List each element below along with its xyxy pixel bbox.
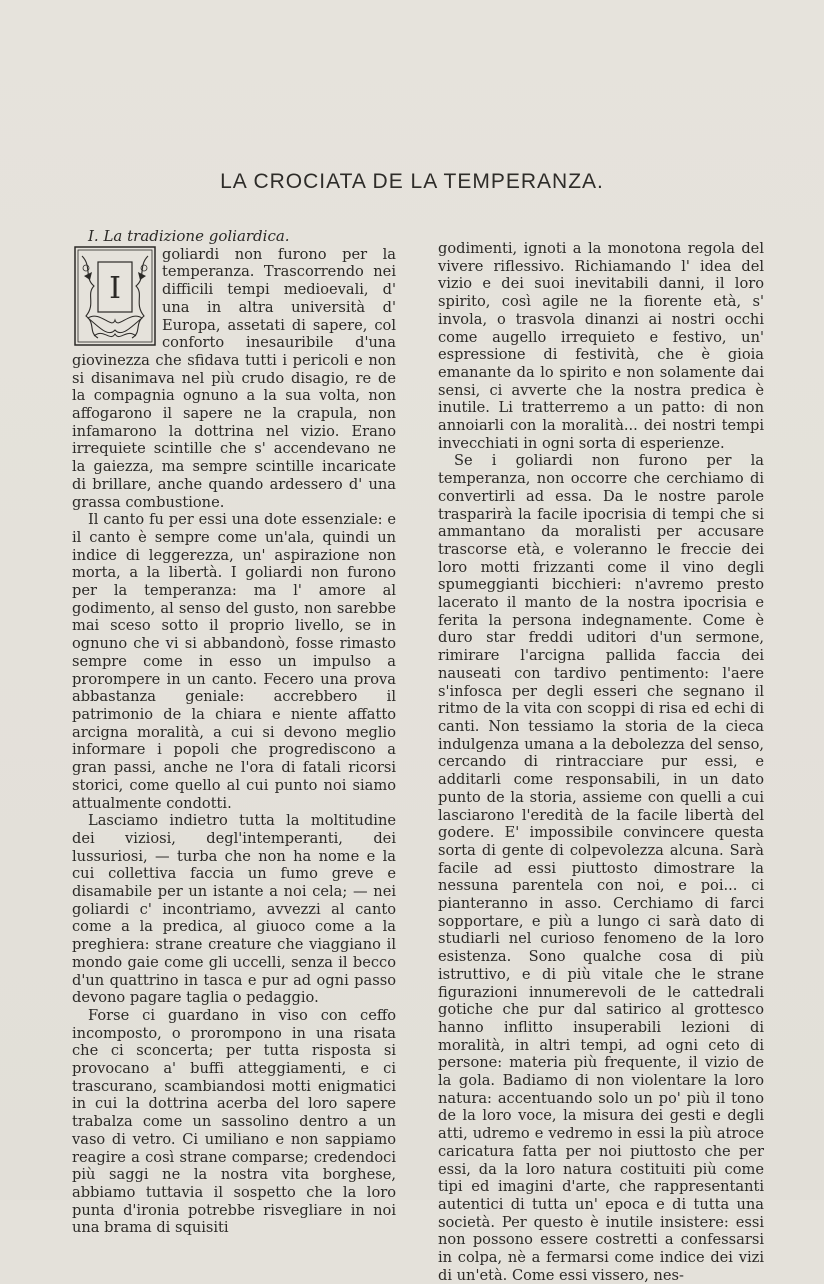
paragraph: goliardi non furono per la temperanza. Trascorrendo nei difficili tempi medioevali, d' una in altra università d' Europa, assetati di sapere, col conforto inesauribile d'una giovinezza che sfidava tutti i pericoli e non si disanimava nel più crudo disagio, re de la compagnia ognuno a la sua volta, non affogarono il sapere ne la crapula, non infamarono la dottrina nel vizio. Erano irrequiete scintille che s' accendevano ne la gaiezza, ma sempre scintille incaricate di brillare, anche quando ardessero d' una grassa combustione. [72, 245, 396, 511]
dropcap-letter: I [109, 270, 121, 306]
paragraph: Lasciamo indietro tutta la moltitudine dei viziosi, degl'intemperanti, dei lussuriosi, — turba che non ha nome e la cui collettiva faccia un fumo greve e disamabile per un istante a noi cela; — nei goliardi c' incontriamo, avvezzi al canto come a la predica, al giuoco come a la preghiera: strane creature che viaggiano il mondo gaie come gli uccelli, senza il becco d'un quattrino in tasca e pur ad ogni passo devono pagare taglia o pedaggio. [72, 812, 396, 1007]
dropcap-ornament-icon [74, 246, 156, 346]
ornamental-dropcap [74, 246, 156, 346]
paragraph: Se i goliardi non furono per la temperanza, non occorre che cerchiamo di convertirli ad essa. Da le nostre parole trasparirà la facile ipocrisia di tempi che si ammantano da moralisti per accusare trascorse età, e voleranno le freccie dei loro motti frizzanti come il vino degli spumeggianti bicchieri: n'avremo presto lacerato il manto de la nostra ipocrisia e ferita la persona indegnamente. Come è duro star freddi uditori d'un sermone, rimirare l'arcigna pallida faccia dei nauseati con tardivo pentimento: l'aere s'infosca per degli esseri che segnano il ritmo de la vita con scoppi di risa ed echi di canti. Non tessiamo la storia de la cieca indulgenza umana a la debolezza del senso, cercando di rintracciare pur essi, e additarli come responsabili, in un dato punto de la storia, assieme con quelli a cui lasciarono l'eredità de la facile libertà del godere. E' impossibile convincere questa sorta di gente di colpevolezza alcuna. Sarà facile ad essi piuttosto dimostrare la nessuna parentela con noi, e poi... ci pianteranno in asso. Cerchiamo di farci sopportare, e più a lungo ci sarà dato di studiarli nel curioso fenomeno de la loro esistenza. Sono qualche cosa di più istruttivo, e di più vitale che le strane figurazioni innumerevoli de le cattedrali gotiche che pur dal satirico al grottesco hanno inflitto insuperabili lezioni di moralità, in altri tempi, ad ogni ceto di persone: materia più frequente, il vizio de la gola. Badiamo di non violentare la loro natura: accentuando solo un po' più il tono de la loro voce, la misura dei gesti e degli atti, udremo e vedremo in essi la più atroce caricatura fatta per noi piuttosto che per essi, da la loro natura costituiti più come tipi ed imagini d'arte, che rappresentanti autentici di tutta un' epoca e di tutta una società. Per questo è inutile insistere: essi non possono essere costretti a confessarsi in colpa, nè a fermarsi come indice dei vizi di un'età. Come essi vissero, nes- [438, 452, 764, 1284]
section-heading: I. La tradizione goliardica. [88, 227, 290, 245]
paragraph: Il canto fu per essi una dote essenziale: e il canto è sempre come un'ala, quindi un indice di leggerezza, un' aspirazione non morta, a la libertà. I goliardi non furono per la temperanza: ma l' amore al godimento, al senso del gusto, non sarebbe mai sceso sotto il proprio livello, se in ognuno che vi si abbandonò, fosse rimasto sempre come in esso un impulso a prorompere in un canto. Fecero una prova abbastanza geniale: accrebbero il patrimonio de la chiara e niente affatto arcigna moralità, a cui si devono meglio informare i popoli che progrediscono a gran passi, anche ne l'ora di fatali ricorsi storici, come quello al cui punto noi siamo attualmente condotti. [72, 511, 396, 812]
paragraph: godimenti, ignoti a la monotona regola del vivere riflessivo. Richiamando l' idea del vizio e dei suoi inevitabili danni, il loro spirito, così agile ne la fiorente età, s' invola, o trasvola dinanzi ai nostri occhi come augello irrequieto e festivo, un' espressione di festività, che è gioia emanante da lo spirito e non solamente dai sensi, ci avverte che la nostra predica è inutile. Li tratterremo a un patto: di non annoiarli con la moralità... dei nostri tempi invecchiati in ogni sorta di esperienze. [438, 240, 764, 452]
article-title: LA CROCIATA DE LA TEMPERANZA. [220, 170, 604, 193]
right-column [438, 240, 764, 1284]
left-column [72, 228, 396, 1237]
paragraph: Forse ci guardano in viso con ceffo incomposto, o prorompono in una risata che ci sconcerta; per tutta risposta si provocano a' buffi atteggiamenti, e ci trascurano, scambiandosi motti enigmatici in cui la dottrina acerba del loro sapere trabalza come un sassolino dentro a un vaso di vetro. Ci umiliano e non sappiamo reagire a così strane comparse; credendoci più saggi ne la nostra vita borghese, abbiamo tuttavia il sospetto che la loro punta d'ironia potrebbe risvegliare in noi una brama di squisiti [72, 1006, 396, 1237]
